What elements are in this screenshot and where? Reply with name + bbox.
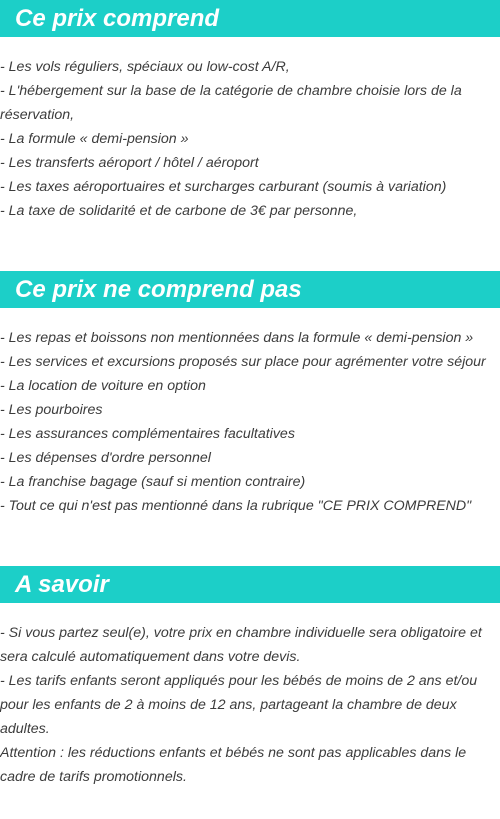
list-item: - Les pourboires [0,402,103,418]
section-heading: A savoir [0,566,500,603]
list-item: Attention : les réductions enfants et bébés ne sont pas applicables dans le cadre de tarifs promotionnels. [0,745,467,785]
item-list [0,621,500,789]
list-item: - Les tarifs enfants seront appliqués pour les bébés de moins de 2 ans et/ou pour les enfants de 2 à moins de 12 ans, partageant la chambre de deux adultes. [0,673,478,737]
section-price-excludes [0,271,500,518]
item-list [0,55,500,223]
list-item: - Si vous partez seul(e), votre prix en chambre individuelle sera obligatoire et sera calculé automatiquement dans votre devis. [0,625,482,665]
list-item: - La formule « demi-pension » [0,131,189,147]
list-item: - Les dépenses d'ordre personnel [0,450,211,466]
list-item: - Les assurances complémentaires facultatives [0,426,295,442]
list-item: - Les taxes aéroportuaires et surcharges carburant (soumis à variation) [0,179,447,195]
list-item: - Tout ce qui n'est pas mentionné dans la rubrique "CE PRIX COMPREND" [0,498,472,514]
item-list [0,326,500,518]
list-item: - Les vols réguliers, spéciaux ou low-cost A/R, [0,59,290,75]
list-item: - L'hébergement sur la base de la catégorie de chambre choisie lors de la réservation, [0,83,462,123]
section-price-includes [0,0,500,223]
list-item: - Les repas et boissons non mentionnées dans la formule « demi-pension » [0,330,474,346]
list-item: - La location de voiture en option [0,378,206,394]
section-good-to-know [0,566,500,789]
list-item: - Les transferts aéroport / hôtel / aéroport [0,155,259,171]
section-heading: Ce prix ne comprend pas [0,271,500,308]
section-heading: Ce prix comprend [0,0,500,37]
list-item: - Les services et excursions proposés sur place pour agrémenter votre séjour [0,354,486,370]
list-item: - La taxe de solidarité et de carbone de 3€ par personne, [0,203,358,219]
list-item: - La franchise bagage (sauf si mention contraire) [0,474,306,490]
